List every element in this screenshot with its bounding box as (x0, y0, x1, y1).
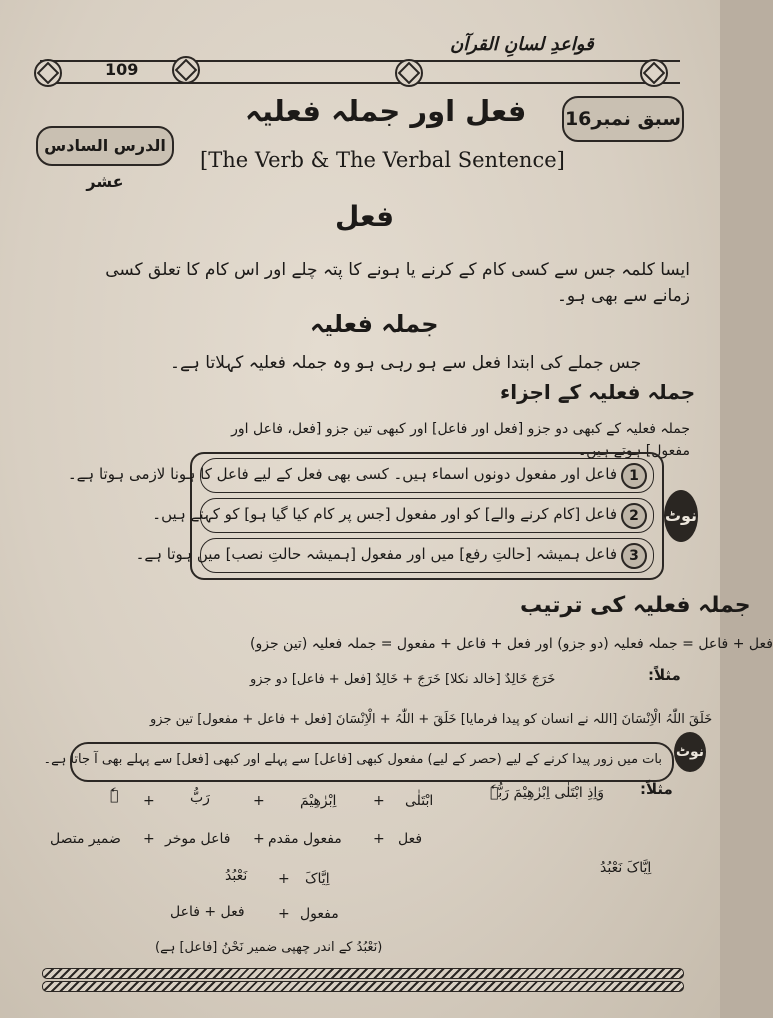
lesson-arabic-badge: الدرس السادس عشر (36, 126, 174, 166)
footer-rule (42, 968, 684, 979)
order-formula: فعل + فاعل = جملہ فعلیہ (دو جزو) اور فعل + فاعل + مفعول = جملہ فعلیہ (تین جزو) (250, 636, 773, 652)
lesson-title-english: [The Verb & The Verbal Sentence] (200, 148, 565, 172)
analysis-verse: وَاِذِ ابْتَلٰی اِبْرٰھِیْمَ رَبُّہٗ (490, 785, 605, 801)
plus-sign: + (143, 831, 155, 847)
page-number: 109 (105, 60, 139, 79)
note-item (135, 538, 654, 573)
plus-sign: + (278, 906, 290, 922)
ornament-knot-icon (34, 59, 62, 87)
note-box (67, 452, 664, 580)
parts-text: جملہ فعلیہ کے کبھی دو جزو [فعل اور فاعل] اور کبھی تین جزو [فعل، فاعل اور مفعول] ہوتے ہیں۔ (231, 421, 690, 459)
lesson-number-badge: سبق نمبر16 (562, 96, 684, 142)
plus-sign: + (373, 831, 385, 847)
note-number: 1 (621, 463, 647, 489)
analysis-word: مفعول (300, 906, 339, 922)
note-item (67, 458, 654, 493)
heading-parts: جملہ فعلیہ کے اجزاء (500, 380, 696, 404)
example-label: مثلاً: (648, 666, 681, 684)
analysis-footnote: (نَعْبُدُ کے اندر چھپی ضمیر نَحْنُ [فاعل] ہے) (155, 940, 383, 955)
fel-definition: ایسا کلمہ جس سے کسی کام کے کرنے یا ہونے کا پتہ چلے اور اس کام کا تعلق کسی زمانے سے بھی ہو۔ (105, 260, 690, 306)
ornament-knot-icon (172, 56, 200, 84)
running-title: قواعدِ لسانِ القرآن (450, 34, 594, 55)
ornament-knot-icon (395, 59, 423, 87)
example-1: خَرَجَ خَالِدٌ [خالد نکلا] خَرَجَ + خَالِدٌ [فعل + فاعل] دو جزو (250, 672, 556, 687)
analysis-word: اِیَّاکَ (305, 871, 330, 887)
analysis-word: فعل (398, 831, 423, 847)
heading-fel: فعل (335, 200, 395, 233)
analysis-word: فعل + فاعل (170, 904, 245, 920)
note-number: 3 (621, 543, 647, 569)
analysis-word: نَعْبُدُ (225, 868, 248, 884)
plus-sign: + (253, 793, 265, 809)
analysis-word: ضمیر متصل (50, 831, 121, 847)
note-text: فاعل اور مفعول دونوں اسماء ہیں۔ کسی بھی فعل کے لیے فاعل کا ہونا لازمی ہوتا ہے۔ (67, 465, 617, 483)
note2-text: بات میں زور پیدا کرنے کے لیے (حصر کے لیے) مفعول کبھی [فاعل] سے پہلے اور کبھی [فعل] سے پہلے بھی آ جاتا ہے۔ (43, 752, 662, 767)
analysis-verse-2: اِیَّاکَ نَعْبُدُ (600, 860, 652, 876)
plus-sign: + (253, 831, 265, 847)
header-rule-bottom (40, 82, 680, 84)
note2-box (43, 742, 674, 782)
plus-sign: + (373, 793, 385, 809)
note-text: فاعل [کام کرنے والے] کو اور مفعول [جس پر کام کیا گیا ہو] کو کہتے ہیں۔ (152, 505, 617, 523)
footer-rule (42, 981, 684, 992)
analysis-word: رَبُّ (190, 790, 210, 806)
analysis-word: ہٗ (110, 788, 119, 804)
plus-sign: + (278, 871, 290, 887)
note-item (152, 498, 654, 533)
analysis-word: مفعول مقدم (268, 831, 342, 847)
heading-order: جملہ فعلیہ کی ترتیب (520, 593, 751, 618)
example-2: خَلَقَ اللّٰہُ الْاِنْسَانَ [اللہ نے انسان کو پیدا فرمایا] خَلَقَ + اللّٰہُ + الْاِنْسَانَ [فعل + فاعل + مفعول] تین جزو (150, 712, 713, 727)
lesson-title-urdu: فعل اور جملہ فعلیہ (245, 94, 527, 128)
heading-jumla: جملہ فعلیہ (310, 310, 439, 338)
note-tag: نوٹ (664, 490, 698, 542)
jumla-definition: جس جملے کی ابتدا فعل سے ہو رہی ہو وہ جملہ فعلیہ کہلاتا ہے۔ (170, 353, 642, 373)
analysis-label: مثلاً: (640, 780, 673, 798)
analysis-word: اِبْرٰھِیْمَ (300, 793, 337, 809)
analysis-word: ابْتَلٰی (405, 793, 434, 809)
note-number: 2 (621, 503, 647, 529)
analysis-word: فاعل موخر (165, 831, 231, 847)
note2-tag: نوٹ (674, 732, 706, 772)
note-text: فاعل ہمیشہ [حالتِ رفع] میں اور مفعول [ہمیشہ حالتِ نصب] میں ہوتا ہے۔ (135, 545, 617, 563)
plus-sign: + (143, 793, 155, 809)
ornament-knot-icon (640, 59, 668, 87)
